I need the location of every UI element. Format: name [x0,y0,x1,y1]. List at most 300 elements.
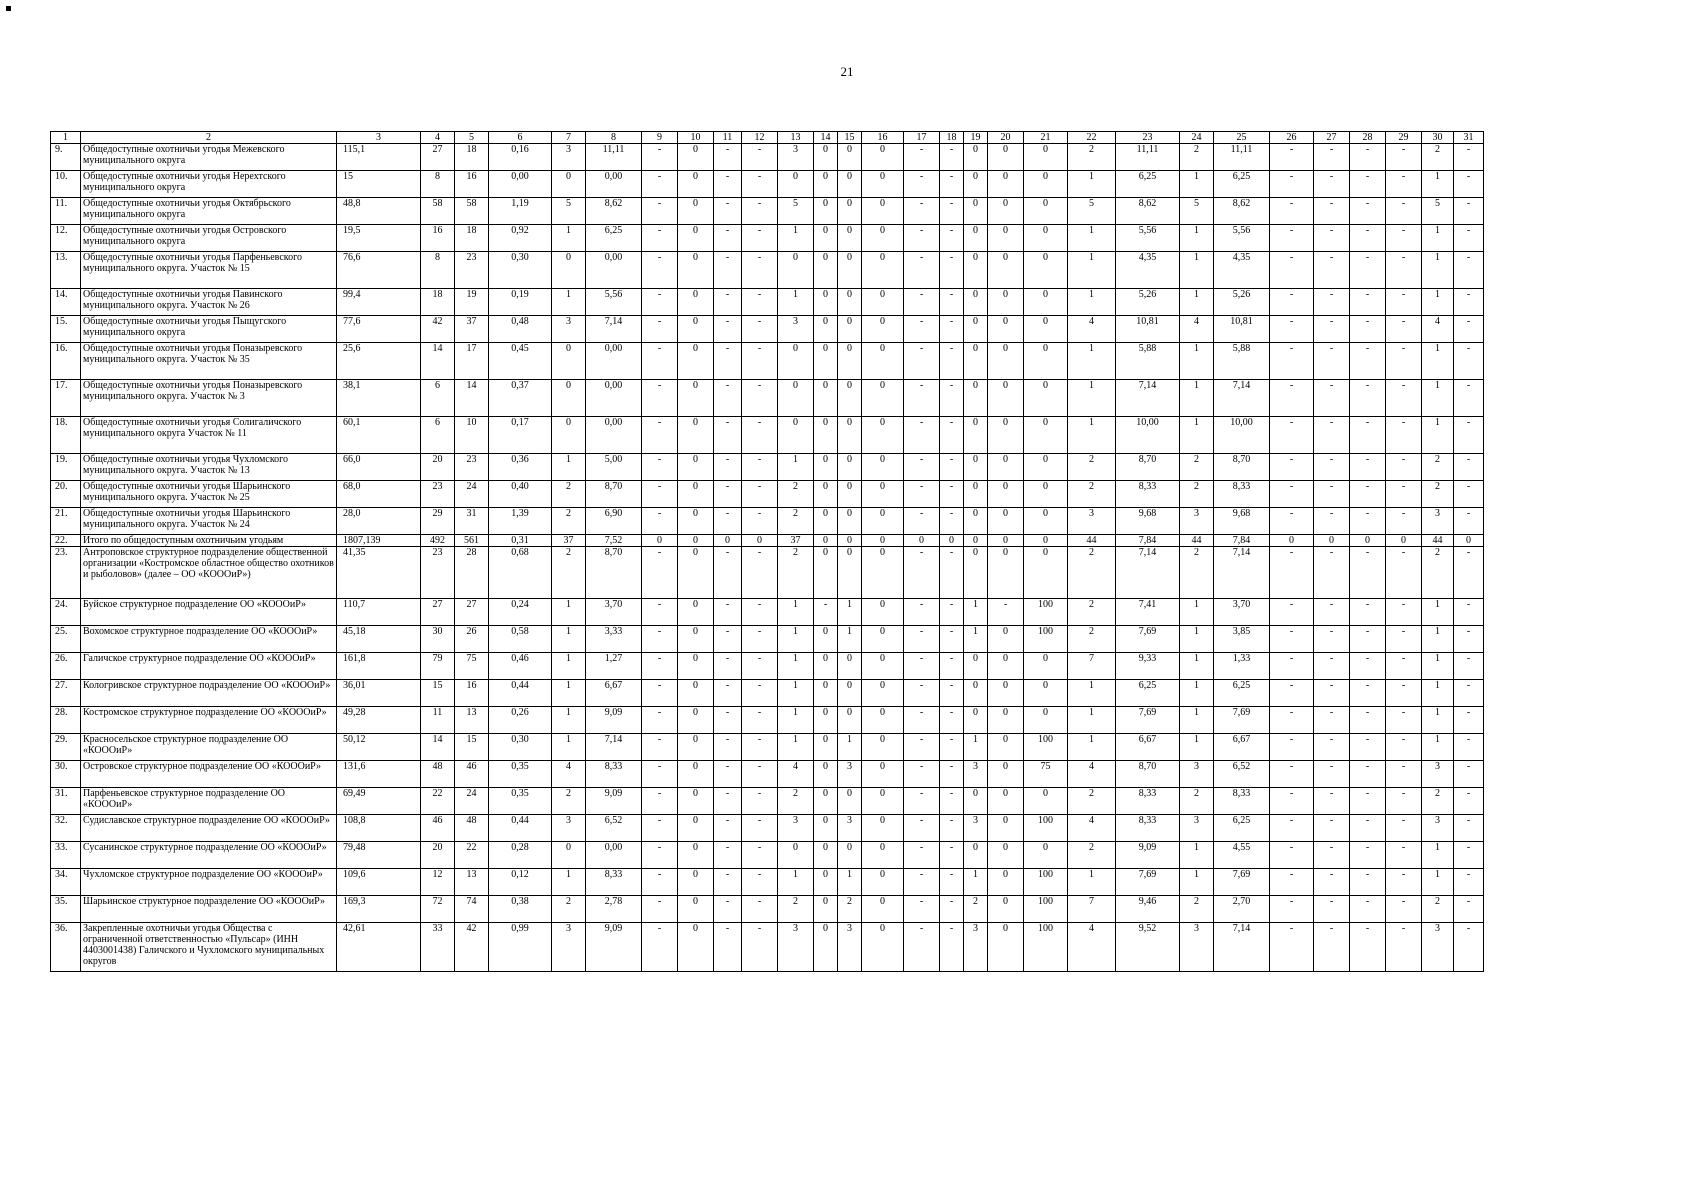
value-cell: 3,70 [586,599,642,626]
table-row [51,380,1484,417]
value-cell: 1 [552,289,586,316]
value-cell: - [904,842,940,869]
value-cell: - [642,869,678,896]
value-cell: - [1386,198,1422,225]
value-cell: 0 [862,198,904,225]
value-cell: 0 [678,289,714,316]
value-cell: 0,37 [489,380,552,417]
value-cell: 1 [778,225,814,252]
value-cell: - [742,252,778,289]
value-cell: - [1386,547,1422,599]
value-cell: 1,33 [1214,653,1270,680]
value-cell: - [904,599,940,626]
value-cell: - [1270,842,1314,869]
value-cell: 1 [1068,707,1116,734]
value-cell: 0 [778,171,814,198]
value-cell: - [1270,761,1314,788]
value-cell: 0 [838,653,862,680]
row-number: 29. [51,734,81,761]
value-cell: 37 [455,316,489,343]
value-cell: 5 [778,198,814,225]
value-cell: 0 [678,653,714,680]
value-cell: 0 [862,316,904,343]
value-cell: - [904,380,940,417]
value-cell: - [642,626,678,653]
value-cell: - [1270,171,1314,198]
row-number: 10. [51,171,81,198]
value-cell: 0 [964,535,988,547]
value-cell: - [940,481,964,508]
value-cell: - [1270,481,1314,508]
value-cell: - [714,481,742,508]
value-cell: 0 [1024,788,1068,815]
value-cell: - [714,225,742,252]
value-cell: 3 [552,923,586,972]
value-cell: - [642,380,678,417]
column-number: 7 [552,132,586,144]
value-cell: 1 [552,869,586,896]
hunting-ground-name: Кологривское структурное подразделение ОО «КОООиР» [81,680,337,707]
value-cell: 0,19 [489,289,552,316]
value-cell: 24 [455,481,489,508]
value-cell: - [742,653,778,680]
hunting-ground-name: Общедоступные охотничьи угодья Островского муниципального округа [81,225,337,252]
value-cell: 27 [455,599,489,626]
table-row [51,680,1484,707]
value-cell: - [714,761,742,788]
value-cell: 8 [421,252,455,289]
table-row [51,144,1484,171]
value-cell: - [1350,547,1386,599]
area-cell: 109,6 [337,869,421,896]
column-number: 14 [814,132,838,144]
value-cell: 22 [421,788,455,815]
value-cell: - [904,626,940,653]
value-cell: 0 [838,289,862,316]
value-cell: - [940,734,964,761]
value-cell: - [714,680,742,707]
hunting-ground-name: Общедоступные охотничьи угодья Павинского муниципального округа. Участок № 26 [81,289,337,316]
area-cell: 131,6 [337,761,421,788]
value-cell: 48 [421,761,455,788]
value-cell: 0 [678,734,714,761]
value-cell: - [940,653,964,680]
value-cell: 2 [552,481,586,508]
value-cell: 3 [838,815,862,842]
table-row [51,599,1484,626]
value-cell: 0 [862,289,904,316]
value-cell: - [1386,707,1422,734]
value-cell: 0 [1024,289,1068,316]
value-cell: 4 [1180,316,1214,343]
value-cell: 7,14 [1116,547,1180,599]
value-cell: 7,52 [586,535,642,547]
value-cell: - [1314,761,1350,788]
value-cell: 0 [988,225,1024,252]
value-cell: 0 [964,417,988,454]
value-cell: 100 [1024,815,1068,842]
value-cell: 0 [862,896,904,923]
value-cell: 8,33 [1116,481,1180,508]
value-cell: 0 [862,680,904,707]
value-cell: 0 [988,734,1024,761]
value-cell: 4 [1068,761,1116,788]
value-cell: - [714,788,742,815]
value-cell: - [1350,923,1386,972]
value-cell: 18 [455,225,489,252]
value-cell: - [742,626,778,653]
value-cell: 3 [1422,815,1454,842]
value-cell: 0,30 [489,252,552,289]
value-cell: 492 [421,535,455,547]
value-cell: 8,62 [1116,198,1180,225]
hunting-ground-name: Шарьинское структурное подразделение ОО «КОООиР» [81,896,337,923]
value-cell: 0 [678,842,714,869]
value-cell: 0 [678,788,714,815]
value-cell: 1 [552,626,586,653]
value-cell: 1 [552,225,586,252]
value-cell: 0,92 [489,225,552,252]
value-cell: 0 [642,535,678,547]
value-cell: 6 [421,417,455,454]
value-cell: 58 [421,198,455,225]
value-cell: - [1386,252,1422,289]
area-cell: 76,6 [337,252,421,289]
value-cell: 3 [964,761,988,788]
value-cell: - [742,599,778,626]
value-cell: 1 [964,626,988,653]
value-cell: 5,56 [586,289,642,316]
value-cell: 1 [1422,626,1454,653]
value-cell: - [642,761,678,788]
value-cell: 0 [814,316,838,343]
value-cell: 1 [964,869,988,896]
value-cell: 8,33 [586,869,642,896]
table-row [51,252,1484,289]
value-cell: 1 [1068,343,1116,380]
value-cell: - [904,788,940,815]
value-cell: - [642,599,678,626]
value-cell: 0 [1350,535,1386,547]
value-cell: 15 [421,680,455,707]
value-cell: - [714,707,742,734]
value-cell: 0,58 [489,626,552,653]
value-cell: 100 [1024,923,1068,972]
value-cell: - [1314,815,1350,842]
value-cell: - [714,547,742,599]
value-cell: 9,52 [1116,923,1180,972]
value-cell: 4,55 [1214,842,1270,869]
value-cell: - [1454,761,1484,788]
value-cell: - [714,316,742,343]
value-cell: 1 [964,599,988,626]
value-cell: - [714,734,742,761]
value-cell: - [1270,815,1314,842]
value-cell: - [1270,599,1314,626]
value-cell: 1 [778,454,814,481]
value-cell: 0 [964,842,988,869]
column-number: 4 [421,132,455,144]
row-number: 19. [51,454,81,481]
value-cell: 14 [421,343,455,380]
value-cell: 0 [988,417,1024,454]
value-cell: 1 [838,599,862,626]
value-cell: 0,26 [489,707,552,734]
value-cell: - [642,252,678,289]
value-cell: 1 [1180,225,1214,252]
column-number: 23 [1116,132,1180,144]
value-cell: 0 [862,454,904,481]
value-cell: 0 [988,653,1024,680]
value-cell: 1 [552,653,586,680]
column-number: 30 [1422,132,1454,144]
hunting-ground-name: Вохомское структурное подразделение ОО «КОООиР» [81,626,337,653]
value-cell: 1 [1068,171,1116,198]
column-number: 9 [642,132,678,144]
value-cell: - [742,680,778,707]
value-cell: 0 [678,535,714,547]
value-cell: - [940,198,964,225]
value-cell: - [1314,788,1350,815]
value-cell: 0 [778,252,814,289]
value-cell: - [642,923,678,972]
value-cell: 1 [1422,707,1454,734]
value-cell: - [714,923,742,972]
value-cell: - [1350,896,1386,923]
value-cell: 2 [778,547,814,599]
value-cell: 3 [1422,508,1454,535]
value-cell: - [940,144,964,171]
value-cell: 0 [814,869,838,896]
value-cell: 3 [964,923,988,972]
value-cell: 0,12 [489,869,552,896]
value-cell: - [1386,788,1422,815]
value-cell: 0 [838,316,862,343]
value-cell: 10 [455,417,489,454]
value-cell: 37 [778,535,814,547]
value-cell: - [1314,144,1350,171]
value-cell: - [940,896,964,923]
value-cell: - [1454,198,1484,225]
value-cell: 0 [862,535,904,547]
value-cell: - [1454,380,1484,417]
value-cell: 1 [1068,680,1116,707]
area-cell: 1807,139 [337,535,421,547]
value-cell: 2 [778,481,814,508]
value-cell: - [940,343,964,380]
value-cell: 0 [904,535,940,547]
hunting-ground-name: Общедоступные охотничьи угодья Нерехтского муниципального округа [81,171,337,198]
value-cell: 0 [814,707,838,734]
value-cell: 0 [814,289,838,316]
hunting-ground-name: Итого по общедоступным охотничьим угодьям [81,535,337,547]
value-cell: 3,33 [586,626,642,653]
value-cell: 2 [1180,788,1214,815]
area-cell: 108,8 [337,815,421,842]
value-cell: 0 [988,454,1024,481]
value-cell: 0,00 [586,842,642,869]
hunting-ground-name: Костромское структурное подразделение ОО «КОООиР» [81,707,337,734]
page-number: 21 [840,64,854,79]
value-cell: - [1386,144,1422,171]
value-cell: 5,26 [1214,289,1270,316]
value-cell: 0 [964,547,988,599]
column-number: 28 [1350,132,1386,144]
value-cell: - [742,343,778,380]
value-cell: 0 [964,316,988,343]
area-cell: 41,35 [337,547,421,599]
value-cell: - [1386,761,1422,788]
value-cell: 44 [1422,535,1454,547]
value-cell: 6,90 [586,508,642,535]
value-cell: - [904,707,940,734]
value-cell: - [1350,454,1386,481]
value-cell: 8,70 [1214,454,1270,481]
value-cell: 5 [552,198,586,225]
row-number: 32. [51,815,81,842]
value-cell: 0 [814,225,838,252]
row-number: 12. [51,225,81,252]
value-cell: 7,69 [1116,626,1180,653]
value-cell: - [1454,454,1484,481]
value-cell: - [642,815,678,842]
value-cell: 1 [1180,626,1214,653]
value-cell: 3 [778,923,814,972]
table-row [51,734,1484,761]
value-cell: 0 [1024,535,1068,547]
value-cell: 12 [421,869,455,896]
value-cell: - [1314,923,1350,972]
value-cell: 0 [838,171,862,198]
value-cell: 0 [862,626,904,653]
column-number: 25 [1214,132,1270,144]
value-cell: 0 [964,171,988,198]
value-cell: - [742,842,778,869]
hunting-ground-name: Общедоступные охотничьи угодья Солигаличского муниципального округа Участок № 11 [81,417,337,454]
value-cell: 3 [778,316,814,343]
table-row [51,316,1484,343]
value-cell: 0,24 [489,599,552,626]
value-cell: - [742,454,778,481]
value-cell: - [1386,454,1422,481]
value-cell: - [1386,380,1422,417]
value-cell: - [714,380,742,417]
value-cell: 3 [1422,761,1454,788]
value-cell: 2 [1068,599,1116,626]
value-cell: - [1314,316,1350,343]
value-cell: 0,28 [489,842,552,869]
hunting-ground-name: Общедоступные охотничьи угодья Октябрьского муниципального округа [81,198,337,225]
value-cell: 0 [814,454,838,481]
value-cell: 2 [1180,896,1214,923]
value-cell: 2 [1180,481,1214,508]
value-cell: - [1350,316,1386,343]
value-cell: - [1270,508,1314,535]
value-cell: 1 [778,680,814,707]
value-cell: 15 [455,734,489,761]
value-cell: 1 [1068,225,1116,252]
value-cell: 0,00 [586,171,642,198]
table-row [51,923,1484,972]
value-cell: - [714,144,742,171]
value-cell: - [1386,343,1422,380]
value-cell: - [1454,680,1484,707]
value-cell: 0 [814,923,838,972]
value-cell: 1 [1180,734,1214,761]
area-cell: 38,1 [337,380,421,417]
value-cell: 79 [421,653,455,680]
row-number: 16. [51,343,81,380]
value-cell: 0 [862,547,904,599]
value-cell: 1 [838,869,862,896]
value-cell: 1 [1068,734,1116,761]
value-cell: - [904,923,940,972]
value-cell: - [742,788,778,815]
value-cell: 3 [778,815,814,842]
value-cell: - [642,547,678,599]
value-cell: 5,56 [1116,225,1180,252]
row-number: 17. [51,380,81,417]
value-cell: 1 [1422,380,1454,417]
hunting-ground-name: Галичское структурное подразделение ОО «КОООиР» [81,653,337,680]
value-cell: - [1386,653,1422,680]
value-cell: 0 [714,535,742,547]
value-cell: - [1350,707,1386,734]
value-cell: 44 [1180,535,1214,547]
value-cell: 0,68 [489,547,552,599]
value-cell: - [1270,626,1314,653]
value-cell: - [1270,547,1314,599]
value-cell: 7,84 [1116,535,1180,547]
value-cell: 0 [862,869,904,896]
row-number: 27. [51,680,81,707]
value-cell: 0 [862,171,904,198]
table-row [51,198,1484,225]
value-cell: 0 [1024,547,1068,599]
value-cell: 3 [964,815,988,842]
area-cell: 169,3 [337,896,421,923]
value-cell: - [1350,417,1386,454]
value-cell: 0 [814,508,838,535]
value-cell: - [642,896,678,923]
value-cell: 9,09 [586,707,642,734]
value-cell: 0 [862,144,904,171]
value-cell: 3 [1422,923,1454,972]
value-cell: - [1350,788,1386,815]
column-number: 21 [1024,132,1068,144]
value-cell: - [1270,869,1314,896]
value-cell: 0 [678,454,714,481]
value-cell: 0 [814,815,838,842]
value-cell: - [1454,734,1484,761]
value-cell: 1 [778,653,814,680]
value-cell: 1 [1068,289,1116,316]
value-cell: 1 [1422,680,1454,707]
value-cell: 0 [678,626,714,653]
value-cell: - [1386,171,1422,198]
value-cell: - [1270,225,1314,252]
value-cell: - [1454,707,1484,734]
value-cell: - [1454,626,1484,653]
value-cell: 0 [814,734,838,761]
hunting-ground-name: Антроповское структурное подразделение общественной организации «Костромское областное общество охотников и рыболовов» (далее – ОО «КОООиР») [81,547,337,599]
value-cell: 1,19 [489,198,552,225]
value-cell: 1 [1068,252,1116,289]
value-cell: 0,00 [586,380,642,417]
value-cell: - [1314,599,1350,626]
value-cell: 1 [778,626,814,653]
hunting-ground-name: Общедоступные охотничьи угодья Межевского муниципального округа [81,144,337,171]
